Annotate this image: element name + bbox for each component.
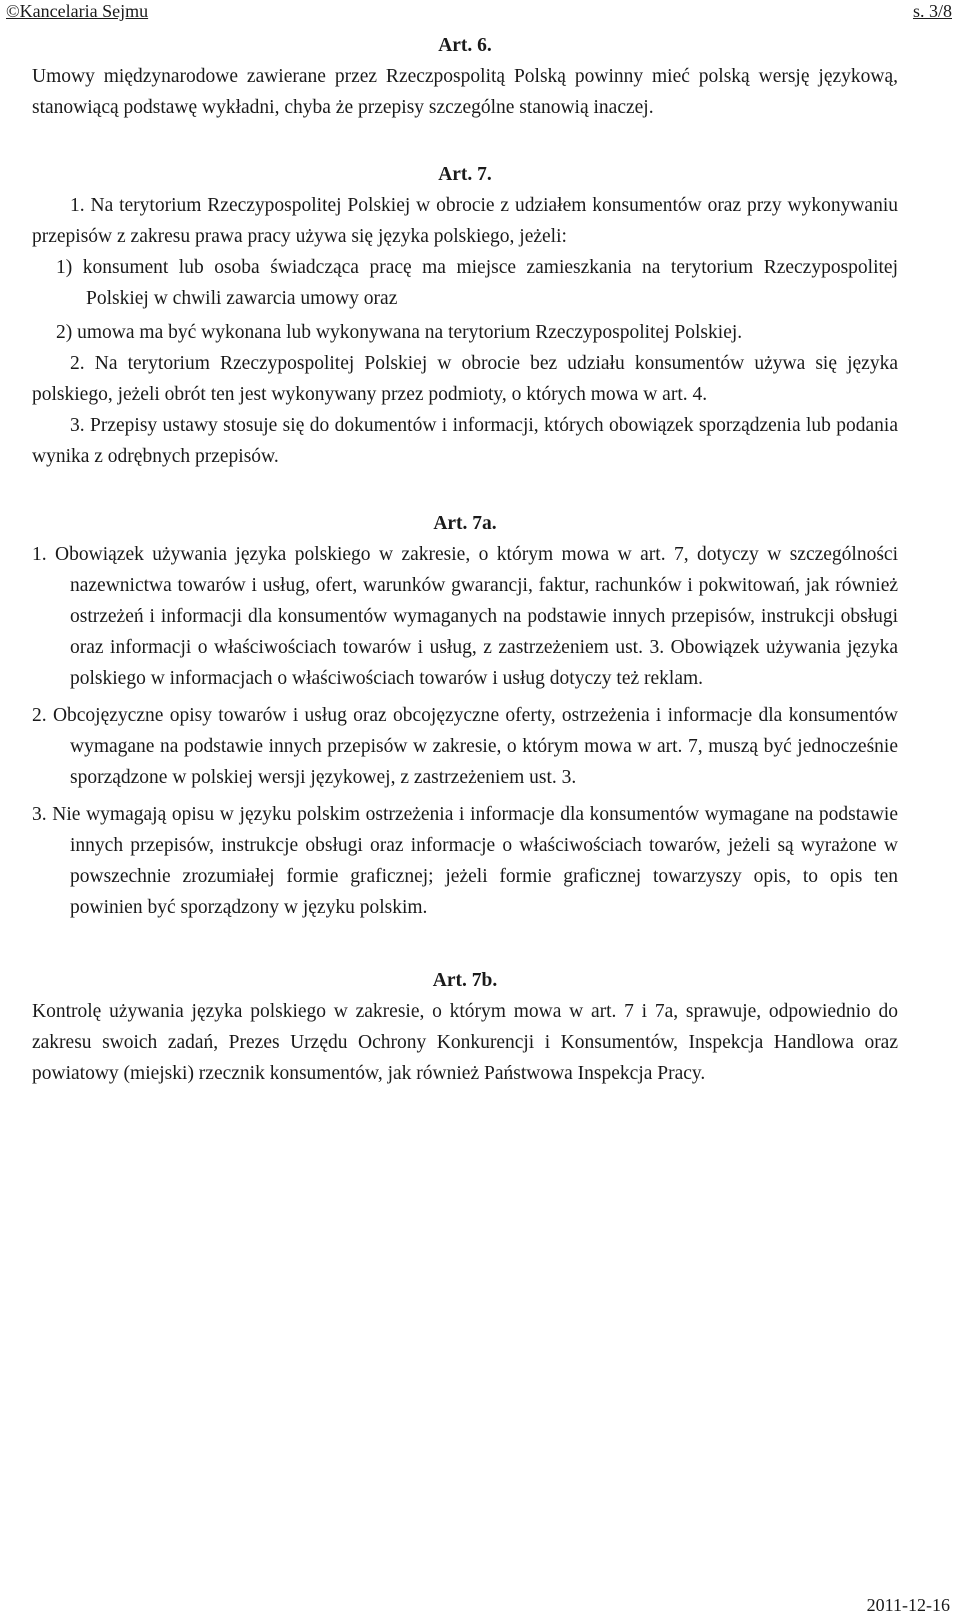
- art-7a-ust-3: 3. Nie wymagają opisu w języku polskim ostrzeżenia i informacje dla konsumentów wymagane na podstawie innych przepisów, instrukcje obsługi oraz informacje o właściwościach towarów, jeżeli są wyrażone w powszechnie zrozumiałej formie graficznej; jeżeli formie graficznej towarzyszy opis, to opis ten powinien być sporządzony w języku polskim.: [32, 804, 898, 918]
- art-7a-ust-1: 1. Obowiązek używania języka polskiego w zakresie, o którym mowa w art. 7, dotyczy w szczególności nazewnictwa towarów i usług, ofert, warunków gwarancji, faktur, rachunków i pokwitowań, jak również ostrzeżeń i informacji dla konsumentów wymaganych na podstawie innych przepisów, instrukcji obsługi oraz informacji o właściwościach towarów i usług, z zastrzeżeniem ust. 3. Obowiązek używania języka polskiego w informacjach o właściwościach towarów i usług dotyczy też reklam.: [32, 544, 898, 689]
- art-7b-title: Art. 7b.: [432, 970, 498, 991]
- art-6-text: Umowy międzynarodowe zawierane przez Rzeczpospolitą Polską powinny mieć polską wersję językową, stanowiącą podstawę wykładni, chyba że przepisy szczególne stanowią inaczej.: [32, 66, 898, 118]
- art-6-title: Art. 6.: [438, 35, 492, 56]
- art-7a-title: Art. 7a.: [433, 513, 497, 534]
- art-7a-ust-2: 2. Obcojęzyczne opisy towarów i usług oraz obcojęzyczne oferty, ostrzeżenia i informacje dla konsumentów wymagane na podstawie innych przepisów w zakresie, o którym mowa w art. 7, muszą być jednocześnie sporządzone w polskiej wersji językowej, z zastrzeżeniem ust. 3.: [32, 705, 898, 788]
- header-page-number: s. 3/8: [912, 1, 952, 21]
- header-source: ©Kancelaria Sejmu: [6, 1, 149, 21]
- art-7-pkt-2: 2) umowa ma być wykonana lub wykonywana na terytorium Rzeczypospolitej Polskiej.: [56, 322, 743, 343]
- art-7-ust-3: 3. Przepisy ustawy stosuje się do dokumentów i informacji, których obowiązek sporządzenia lub podania wynika z odrębnych przepisów.: [32, 415, 898, 467]
- spacer: [32, 123, 898, 159]
- art-7-ust-1: 1. Na terytorium Rzeczypospolitej Polskiej w obrocie z udziałem konsumentów oraz przy wykonywaniu przepisów z zakresu prawa pracy używa się języka polskiego, jeżeli:: [32, 195, 898, 247]
- art-7-title: Art. 7.: [438, 164, 492, 185]
- document-body: [32, 30, 898, 1089]
- art-7b-text: Kontrolę używania języka polskiego w zakresie, o którym mowa w art. 7 i 7a, sprawuje, odpowiednio do zakresu swoich zadań, Prezes Urzędu Ochrony Konkurencji i Konsumentów, Inspekcja Handlowa oraz powiatowy (miejski) rzecznik konsumentów, jak również Państwowa Inspekcja Pracy.: [32, 1001, 898, 1084]
- footer-date: 2011-12-16: [866, 1595, 950, 1615]
- art-7-ust-2: 2. Na terytorium Rzeczypospolitej Polskiej w obrocie bez udziału konsumentów używa się języka polskiego, jeżeli obrót ten jest wykonywany przez podmioty, o których mowa w art. 4.: [32, 353, 898, 405]
- spacer: [32, 472, 898, 508]
- spacer: [32, 929, 898, 965]
- art-7-pkt-1: 1) konsument lub osoba świadcząca pracę ma miejsce zamieszkania na terytorium Rzeczypospolitej Polskiej w chwili zawarcia umowy oraz: [56, 257, 898, 309]
